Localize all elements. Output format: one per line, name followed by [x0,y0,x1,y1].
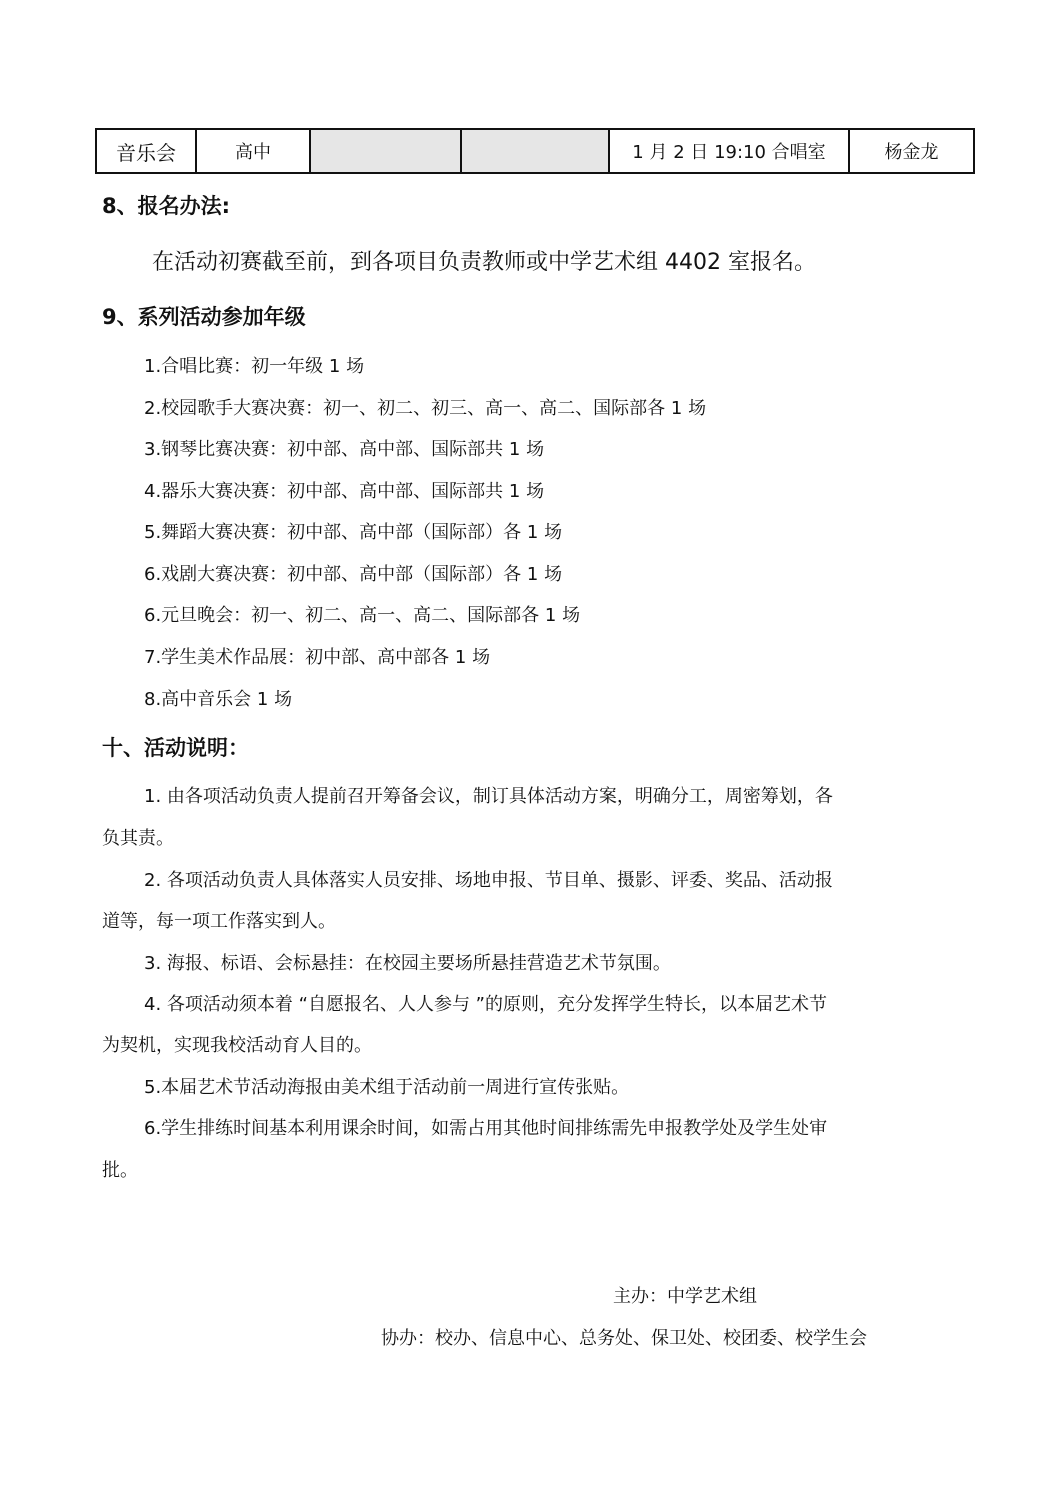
table-cell-teacher: 杨金龙 [849,129,974,173]
section-10-heading: 十、活动说明： [102,736,249,760]
list-item: 6.戏剧大赛决赛：初中部、高中部（国际部）各 1 场 [144,564,563,585]
table-cell-grade: 高中 [196,129,310,173]
list-item: 6.元旦晚会：初一、初二、高一、高二、国际部各 1 场 [144,605,581,626]
co-organizers: 协办：校办、信息中心、总务处、保卫处、校团委、校学生会 [381,1328,867,1349]
list-item: 3.钢琴比赛决赛：初中部、高中部、国际部共 1 场 [144,439,545,460]
note-line: 4. 各项活动须本着 “自愿报名、人人参与 ”的原则，充分发挥学生特长，以本届艺术节 [144,994,827,1015]
note-line: 2. 各项活动负责人具体落实人员安排、场地申报、节目单、摄影、评委、奖品、活动报 [144,870,833,891]
list-item: 4.器乐大赛决赛：初中部、高中部、国际部共 1 场 [144,481,545,502]
section-9-heading: 9、系列活动参加年级 [102,305,306,329]
note-line: 负其责。 [102,828,174,849]
table-cell-event: 音乐会 [96,129,196,173]
list-item: 7.学生美术作品展：初中部、高中部各 1 场 [144,647,491,668]
list-item: 8.高中音乐会 1 场 [144,689,293,710]
note-line: 批。 [102,1160,138,1181]
table-row [96,129,974,173]
note-line: 道等，每一项工作落实到人。 [102,911,336,932]
note-line: 5.本届艺术节活动海报由美术组于活动前一周进行宣传张贴。 [144,1077,630,1098]
list-item: 5.舞蹈大赛决赛：初中部、高中部（国际部）各 1 场 [144,522,563,543]
host-organizer: 主办：中学艺术组 [613,1286,757,1307]
table-cell-blank-2 [461,129,609,173]
note-line: 3. 海报、标语、会标悬挂：在校园主要场所悬挂营造艺术节氛围。 [144,953,671,974]
list-item: 1.合唱比赛：初一年级 1 场 [144,356,365,377]
table-cell-blank-1 [310,129,461,173]
schedule-table-row [95,128,975,174]
table-cell-time-place: 1 月 2 日 19:10 合唱室 [609,129,849,173]
note-line: 6.学生排练时间基本利用课余时间，如需占用其他时间排练需先申报教学处及学生处审 [144,1118,828,1139]
note-line: 为契机，实现我校活动育人目的。 [102,1035,372,1056]
section-8-text: 在活动初赛截至前，到各项目负责教师或中学艺术组 4402 室报名。 [152,250,816,275]
section-8-heading: 8、报名办法: [102,194,231,218]
list-item: 2.校园歌手大赛决赛：初一、初二、初三、高一、高二、国际部各 1 场 [144,398,707,419]
note-line: 1. 由各项活动负责人提前召开筹备会议，制订具体活动方案，明确分工，周密筹划，各 [144,786,833,807]
